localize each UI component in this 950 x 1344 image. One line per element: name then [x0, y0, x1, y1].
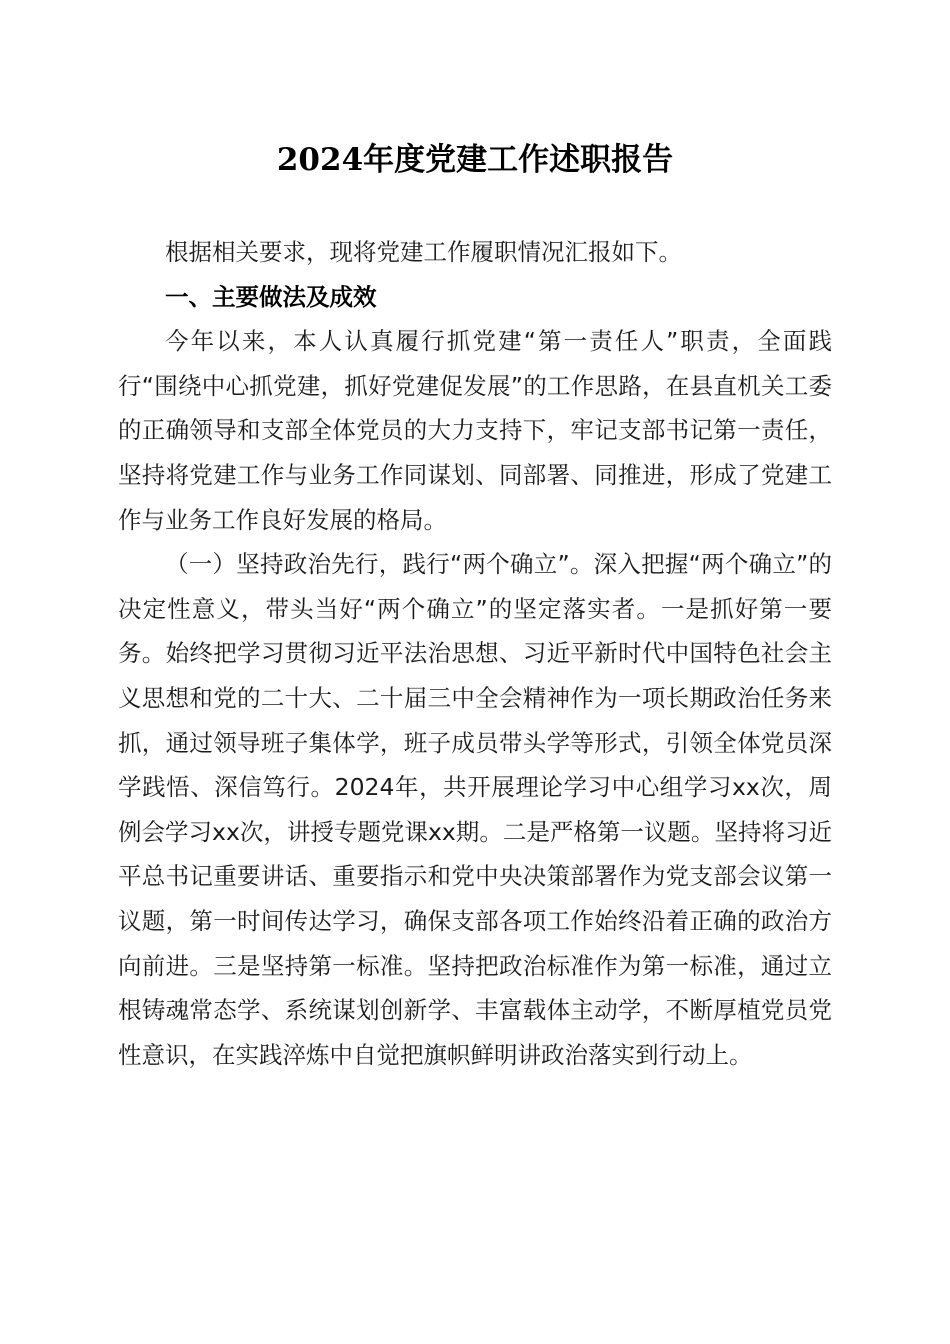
document-body [118, 230, 832, 1077]
document-title: 2024年度党建工作述职报告 [276, 142, 674, 178]
body-paragraph-1: 今年以来，本人认真履行抓党建“第一责任人”职责，全面践行“围绕中心抓党建，抓好党建促发展”的工作思路，在县直机关工委的正确领导和支部全体党员的大力支持下，牢记支部书记第一责任，坚持将党建工作与业务工作同谋划、同部署、同推进，形成了党建工作与业务工作良好发展的格局。 [118, 327, 832, 534]
intro-paragraph: 根据相关要求，现将党建工作履职情况汇报如下。 [165, 238, 682, 266]
body-paragraph-2: （一）坚持政治先行，践行“两个确立”。深入把握“两个确立”的决定性意义，带头当好“两个确立”的坚定落实者。一是抓好第一要务。始终把学习贯彻习近平法治思想、习近平新时代中国特色社会主义思想和党的二十大、二十届三中全会精神作为一项长期政治任务来抓，通过领导班子集体学，班子成员带头学等形式，引领全体党员深学践悟、深信笃行。2024年，共开展理论学习中心组学习xx次，周例会学习xx次，讲授专题党课xx期。二是严格第一议题。坚持将习近平总书记重要讲话、重要指示和党中央决策部署作为党支部会议第一议题，第一时间传达学习，确保支部各项工作始终沿着正确的政治方向前进。三是坚持第一标准。坚持把政治标准作为第一标准，通过立根铸魂常态学、系统谋划创新学、丰富载体主动学，不断厚植党员党性意识，在实践淬炼中自觉把旗帜鲜明讲政治落实到行动上。 [118, 550, 832, 1069]
section-heading-1: 一、主要做法及成效 [165, 282, 377, 311]
